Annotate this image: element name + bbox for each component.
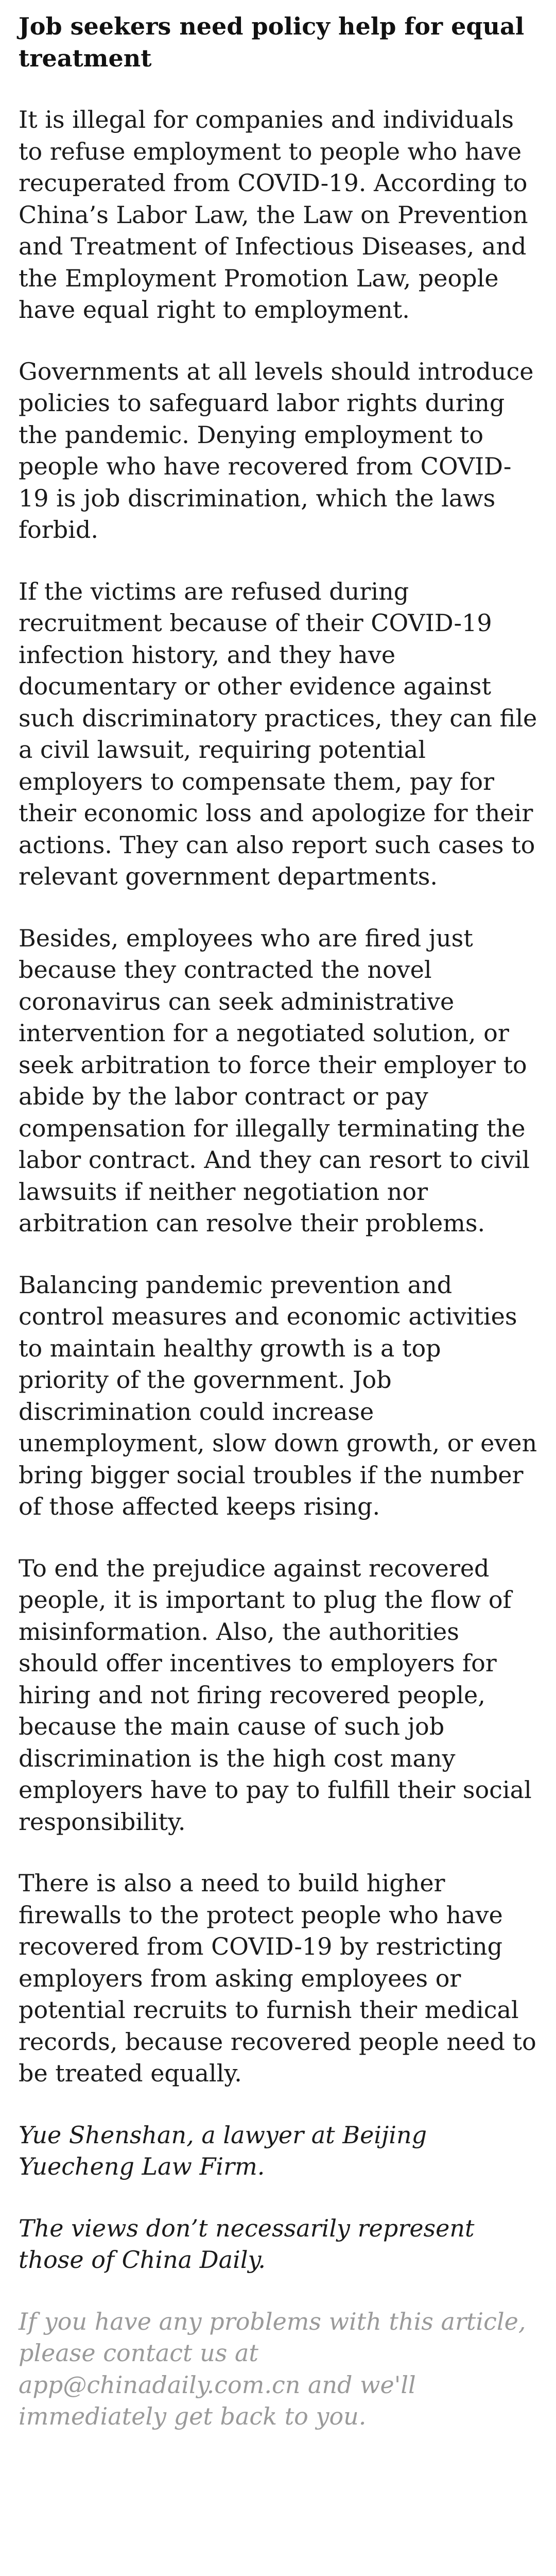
article-paragraph-2: Governments at all levels should introduce policies to safeguard labor rights during the pandemic. Denying employment to people who have recovered from COVID-19 is job discrimination, which the laws forbid. <box>19 357 534 544</box>
article-title: Job seekers need policy help for equal treatment <box>19 12 525 72</box>
article-paragraph-6: To end the prejudice against recovered people, it is important to plug the flow of misinformation. Also, the authorities should offer incentives to employers for hiring and not firing recovered people, because the main cause of such job discrimination is the high cost many employers have to pay to fulfill their social responsibility. <box>19 1554 532 1836</box>
article-paragraph-1: It is illegal for companies and individuals to refuse employment to people who have recuperated from COVID-19. According to China’s Labor Law, the Law on Prevention and Treatment of Infectious Diseases, and the Employment Promotion Law, people have equal right to employment. <box>19 106 528 324</box>
contact-note: If you have any problems with this article, please contact us at app@chinadaily.com.cn and we'll immediately get back to you. <box>19 2307 526 2430</box>
article-paragraph-3: If the victims are refused during recruitment because of their COVID-19 infection history, and they have documentary or other evidence against such discriminatory practices, they can file a civil lawsuit, requiring potential employers to compensate them, pay for their economic loss and apologize for their actions. They can also report such cases to relevant government departments. <box>19 577 537 890</box>
article-paragraph-5: Balancing pandemic prevention and control measures and economic activities to maintain healthy growth is a top priority of the government. Job discrimination could increase unemployment, slow down growth, or even bring bigger social troubles if the number of those affected keeps rising. <box>19 1270 537 1520</box>
article <box>19 10 538 2463</box>
article-paragraph-7: There is also a need to build higher firewalls to the protect people who have recovered from COVID-19 by restricting employers from asking employees or potential recruits to furnish their medical records, because recovered people need to be treated equally. <box>19 1869 536 2087</box>
author-note: Yue Shenshan, a lawyer at Beijing Yuecheng Law Firm. <box>19 2121 427 2180</box>
article-paragraph-4: Besides, employees who are fired just because they contracted the novel coronavirus can seek administrative intervention for a negotiated solution, or seek arbitration to force their employer to abide by the labor contract or pay compensation for illegally terminating the labor contract. And they can resort to civil lawsuits if neither negotiation nor arbitration can resolve their problems. <box>19 924 530 1237</box>
disclaimer: The views don’t necessarily represent those of China Daily. <box>19 2214 475 2274</box>
